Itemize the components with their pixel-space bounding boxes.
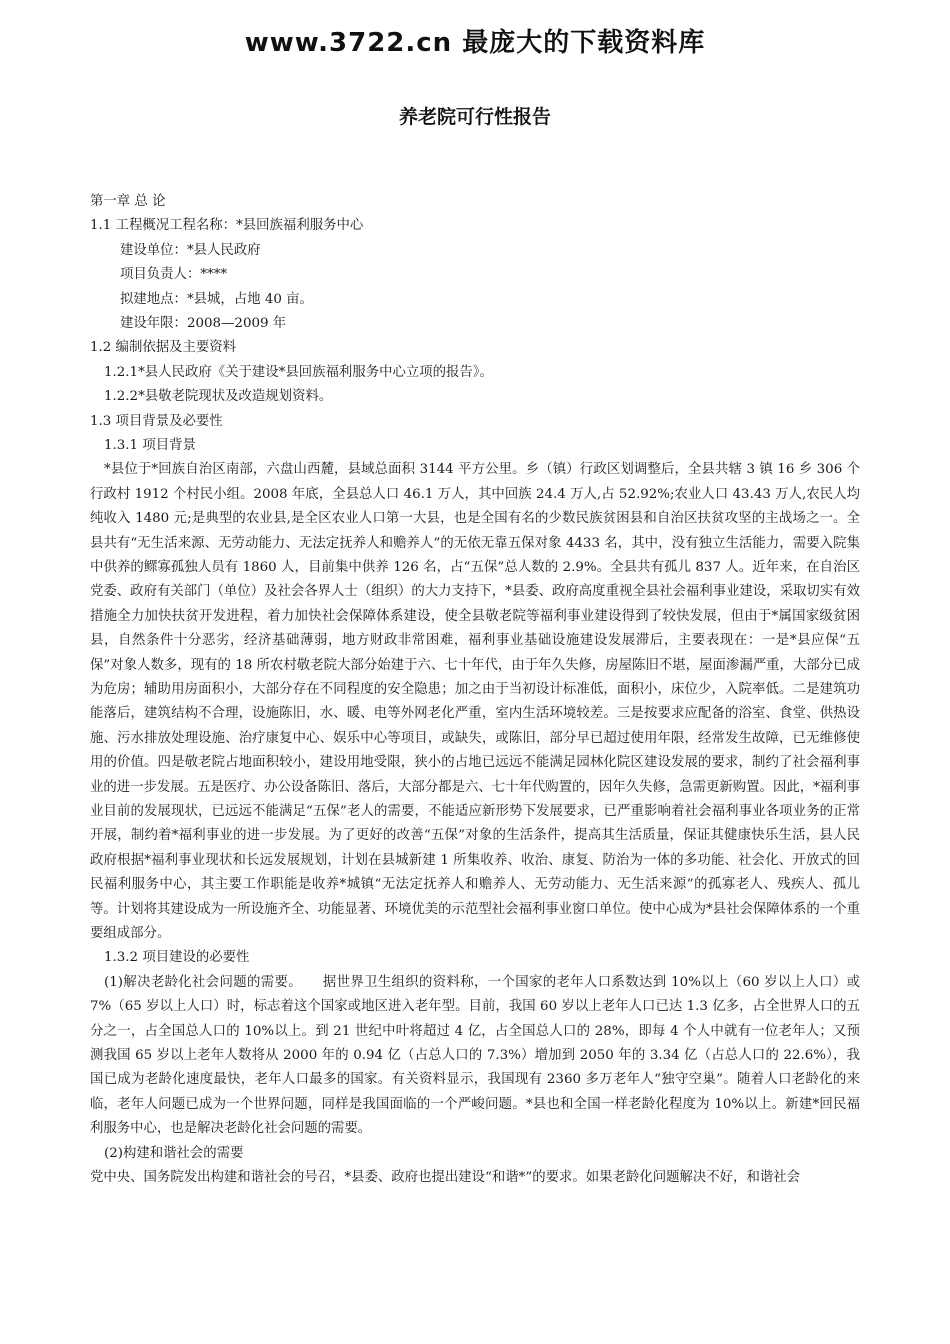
construction-site: 拟建地点：*县城，占地 40 亩。 xyxy=(120,291,313,307)
section-1-3-1: 1.3.1 项目背景 xyxy=(104,437,196,453)
section-1-2: 1.2 编制依据及主要资料 xyxy=(90,340,237,356)
chapter-heading: 第一章 总 论 xyxy=(90,194,166,209)
harmony-paragraph: 党中央、国务院发出构建和谐社会的号召，*县委、政府也提出建设“和谐*”的要求。如果老龄化问题解决不好，和谐社会 xyxy=(90,1170,800,1186)
section-1-3-2: 1.3.2 项目建设的必要性 xyxy=(104,950,250,966)
project-manager: 项目负责人：**** xyxy=(120,267,228,283)
construction-period: 建设年限：2008—2009 年 xyxy=(120,315,287,331)
harmony-heading: (2)构建和谐社会的需要 xyxy=(104,1145,244,1161)
construction-unit: 建设单位：*县人民政府 xyxy=(120,242,261,258)
section-1-1: 1.1 工程概况工程名称：*县回族福利服务中心 xyxy=(90,218,364,234)
section-1-2-2: 1.2.2*县敬老院现状及改造规划资料。 xyxy=(104,389,333,405)
site-banner: www.3722.cn 最庞大的下载资料库 xyxy=(244,28,706,58)
aging-paragraph: (1)解决老龄化社会问题的需要。 据世界卫生组织的资料称，一个国家的老年人口系数达到 10%以上（60 岁以上人口）或 7%（65 岁以上人口）时，标志着这个国家或地区进入老年型。目前，我国 60 岁以上老年人口已达 1.3 亿多，占全世界人口的五分之一，占全国总人口的 10%以上。到 21 世纪中叶将超过 4 亿，占全国总人口的 28%，即每 4 个人中就有一位老年人；又预测我国 65 岁以上老年人数将从 2000 年的 0.94 亿（占总人口的 7.3%）增加到 2050 年的 3.34 亿（占总人口的 22.6%），我国已成为老龄化速度最快，老年人口最多的国家。有关资料显示，我国现有 2360 多万老年人“独守空巢”。随着人口老龄化的来临，老年人问题已成为一个世界问题，同样是我国面临的一个严峻问题。*县也和全国一样老龄化程度为 10%以上。新建*回民福利服务中心，也是解决老龄化社会问题的需要。 xyxy=(90,974,860,1137)
background-paragraph: *县位于*回族自治区南部，六盘山西麓，县域总面积 3144 平方公里。乡（镇）行政区划调整后，全县共辖 3 镇 16 乡 306 个行政村 1912 个村民小组。2008 年底，全县总人口 46.1 万人，其中回族 24.4 万人,占 52.92%;农业人口 43.43 万人,农民人均纯收入 1480 元;是典型的农业县,是全区农业人口第一大县，也是全国有名的少数民族贫困县和自治区扶贫攻坚的主战场之一。全县共有“无生活来源、无劳动能力、无法定抚养人和赡养人”的无依无靠五保对象 4433 名，其中，没有独立生活能力，需要入院集中供养的鳏寡孤独人员有 1860 人，目前集中供养 126 名，占“五保”总人数的 2.9%。全县共有孤儿 837 人。近年来，在自治区党委、政府有关部门（单位）及社会各界人士（组织）的大力支持下，*县委、政府高度重视全县社会福利事业建设，采取切实有效措施全力加快扶贫开发进程，着力加快社会保障体系建设，使全县敬老院等福利事业建设得到了较快发展，但由于*属国家级贫困县，自然条件十分恶劣，经济基础薄弱，地方财政非常困难，福利事业基础设施建设发展滞后，主要表现在：一是*县应保“五保”对象人数多，现有的 18 所农村敬老院大部分始建于六、七十年代，由于年久失修，房屋陈旧不堪，屋面渗漏严重，大部分已成为危房；辅助用房面积小，大部分存在不同程度的安全隐患；加之由于当初设计标准低，面积小，床位少，入院率低。二是建筑功能落后，建筑结构不合理，设施陈旧，水、暖、电等外网老化严重，室内生活环境较差。三是按要求应配备的浴室、食堂、供热设施、污水排放处理设施、治疗康复中心、娱乐中心等项目，或缺失，或陈旧，部分早已超过使用年限，经常发生故障，已无维修使用的价值。四是敬老院占地面积较小，建设用地受限，狭小的占地已远远不能满足园林化院区建设发展的要求，制约了社会福利事业的进一步发展。五是医疗、办公设备陈旧、落后，大部分都是六、七十年代购置的，因年久失修，急需更新购置。因此，*福利事业目前的发展现状，已远远不能满足“五保”老人的需要，不能适应新形势下发展要求，已严重影响着社会福利事业各项业务的正常开展，制约着*福利事业的进一步发展。为了更好的改善“五保”对象的生活条件，提高其生活质量，保证其健康快乐生活，县人民政府根据*福利事业现状和长远发展规划，计划在县城新建 1 所集收养、收治、康复、防治为一体的多功能、社会化、开放式的回民福利服务中心，其主要工作职能是收养*城镇“无法定抚养人和赡养人、无劳动能力、无生活来源”的孤寡老人、残疾人、孤儿等。计划将其建设成为一所设施齐全、功能显著、环境优美的示范型社会福利事业窗口单位。使中心成为*县社会保障体系的一个重要组成部分。 xyxy=(90,462,860,942)
document-body xyxy=(90,190,860,1190)
section-1-2-1: 1.2.1*县人民政府《关于建设*县回族福利服务中心立项的报告》。 xyxy=(104,364,493,380)
document-title: 养老院可行性报告 xyxy=(398,106,551,128)
section-1-3: 1.3 项目背景及必要性 xyxy=(90,413,223,429)
